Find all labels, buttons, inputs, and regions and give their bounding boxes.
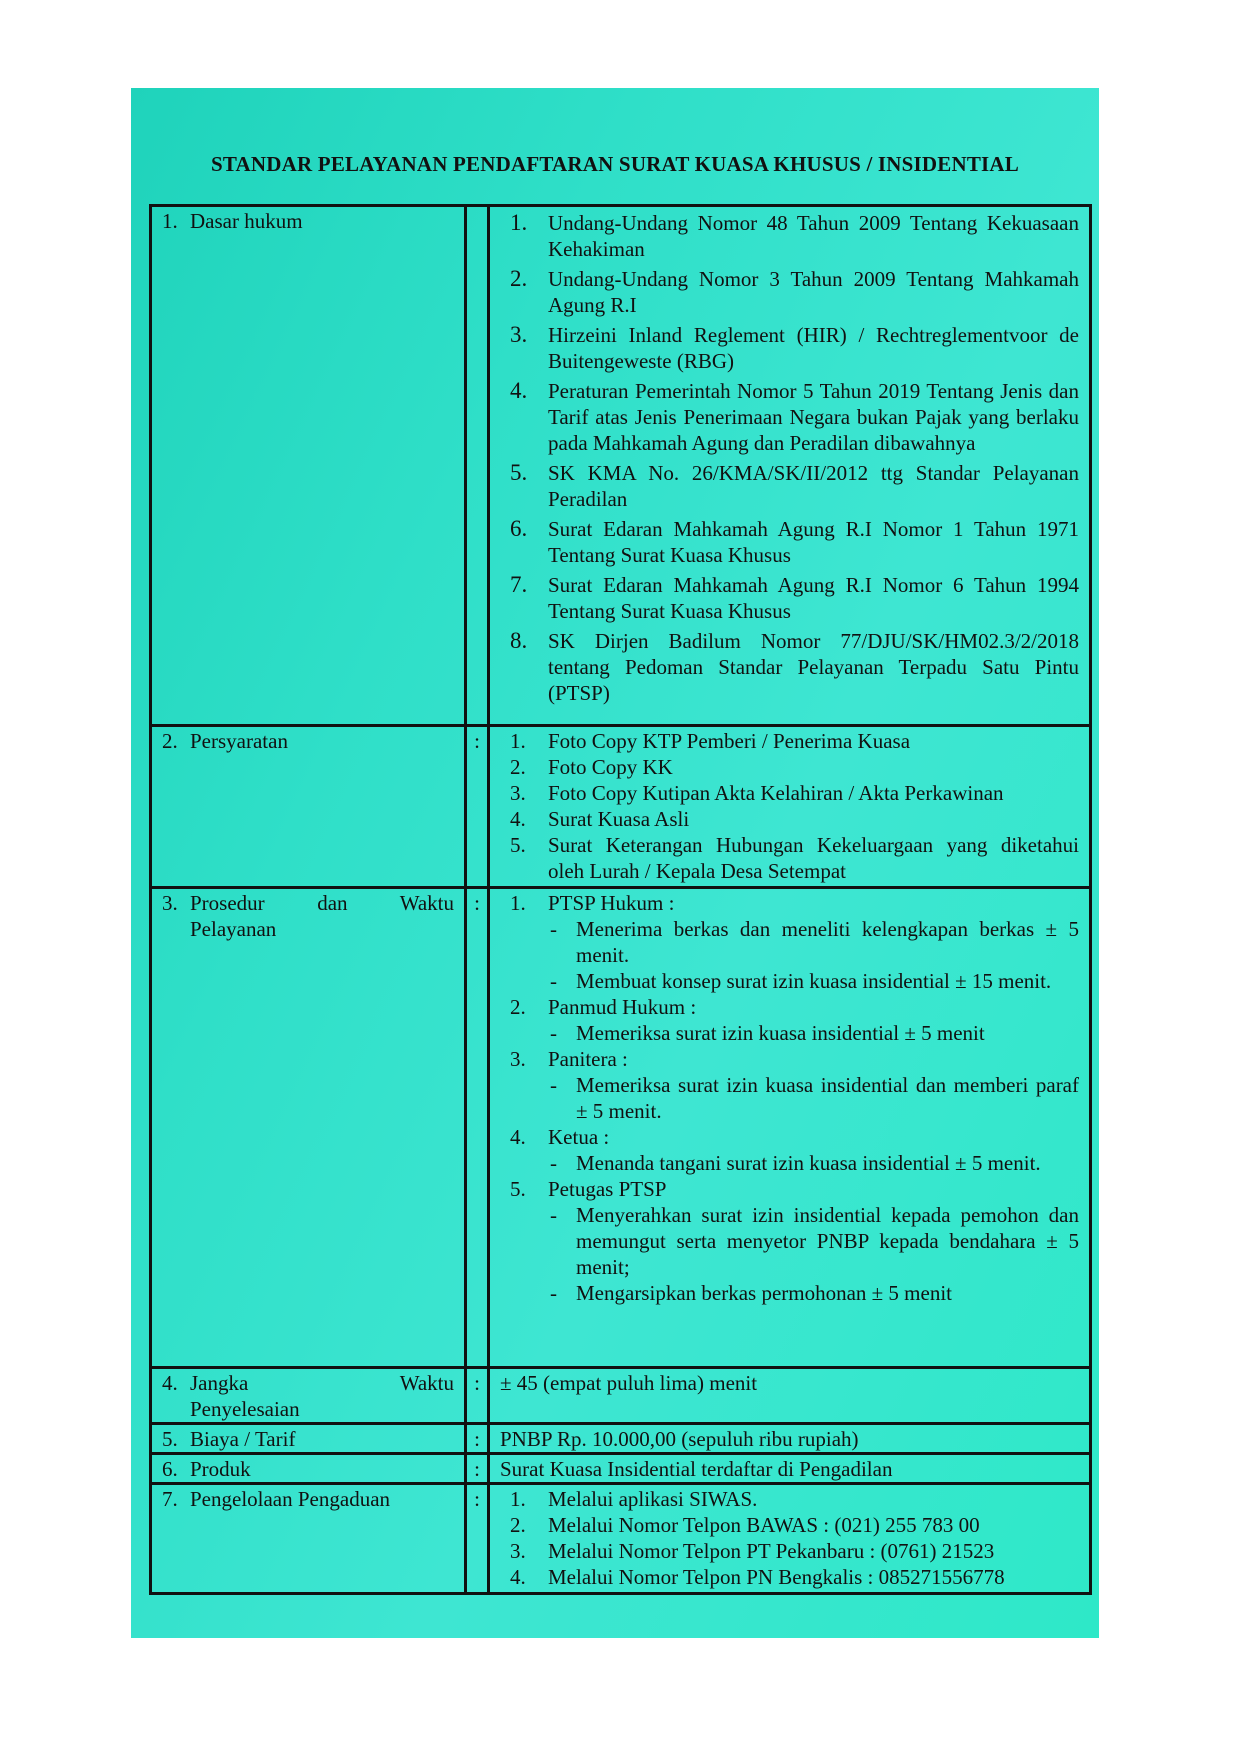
row-colon: : bbox=[466, 888, 489, 1368]
document-card bbox=[131, 88, 1099, 1638]
row-label: 1. Dasar hukum bbox=[151, 206, 466, 726]
table-row bbox=[151, 1454, 1091, 1484]
row-colon: : bbox=[466, 1454, 489, 1484]
list-item: 3. Melalui Nomor Telpon PT Pekanbaru : (0761) 21523 bbox=[510, 1539, 995, 1563]
row-colon: : bbox=[466, 1424, 489, 1454]
row-value: PNBP Rp. 10.000,00 (sepuluh ribu rupiah) bbox=[489, 1424, 1091, 1454]
row-colon: : bbox=[466, 726, 489, 888]
list-item: 1. Foto Copy KTP Pemberi / Penerima Kuasa bbox=[510, 729, 911, 753]
table-row bbox=[151, 1368, 1091, 1424]
row-value: Surat Kuasa Insidential terdaftar di Pengadilan bbox=[489, 1454, 1091, 1484]
row-label: 6. Produk bbox=[151, 1454, 466, 1484]
row-colon: : bbox=[466, 1368, 489, 1424]
step-item: 3. Panitera : bbox=[510, 1047, 628, 1071]
list-item: 1. Undang-Undang Nomor 48 Tahun 2009 Tentang Kekuasaan Kehakiman bbox=[510, 210, 1079, 261]
row-value bbox=[489, 1484, 1091, 1594]
step-item: 4. Ketua : bbox=[510, 1125, 610, 1149]
table-row bbox=[151, 1484, 1091, 1594]
service-standard-table bbox=[149, 204, 1092, 1595]
list-item: 7. Surat Edaran Mahkamah Agung R.I Nomor 6 Tahun 1994 Tentang Surat Kuasa Khusus bbox=[510, 572, 1079, 623]
step-item: 2. Panmud Hukum : bbox=[510, 995, 697, 1019]
sub-item: - Memeriksa surat izin kuasa insidential dan memberi paraf ± 5 menit. bbox=[550, 1073, 1079, 1123]
row-value: ± 45 (empat puluh lima) menit bbox=[489, 1368, 1091, 1424]
row-colon: : bbox=[466, 1484, 489, 1594]
table-row bbox=[151, 888, 1091, 1368]
row-label: 7. Pengelolaan Pengaduan bbox=[151, 1484, 466, 1594]
list-item: 5. SK KMA No. 26/KMA/SK/II/2012 ttg Standar Pelayanan Peradilan bbox=[510, 460, 1079, 511]
step-item: 5. Petugas PTSP bbox=[510, 1177, 667, 1201]
row-label: 2. Persyaratan bbox=[151, 726, 466, 888]
list-item: 4. Surat Kuasa Asli bbox=[510, 807, 690, 831]
list-item: 5. Surat Keterangan Hubungan Kekeluargaan yang diketahui oleh Lurah / Kepala Desa Setempat bbox=[510, 833, 1079, 883]
list-item: 6. Surat Edaran Mahkamah Agung R.I Nomor 1 Tahun 1971 Tentang Surat Kuasa Khusus bbox=[510, 516, 1079, 567]
table-row bbox=[151, 1424, 1091, 1454]
list-item: 4. Melalui Nomor Telpon PN Bengkalis : 085271556778 bbox=[510, 1565, 1005, 1589]
document-title: STANDAR PELAYANAN PENDAFTARAN SURAT KUASA KHUSUS / INSIDENTIAL bbox=[210, 152, 1020, 176]
list-item: 2. Undang-Undang Nomor 3 Tahun 2009 Tentang Mahkamah Agung R.I bbox=[510, 266, 1079, 317]
sub-item: - Menyerahkan surat izin insidential kepada pemohon dan memungut serta menyetor PNBP kepada bendahara ± 5 menit; bbox=[550, 1203, 1079, 1279]
step-item: 1. PTSP Hukum : bbox=[510, 891, 675, 915]
row-label: 5. Biaya / Tarif bbox=[151, 1424, 466, 1454]
row-label: 4. Jangka Waktu Penyelesaian bbox=[151, 1368, 466, 1424]
row-value bbox=[489, 206, 1091, 726]
sub-item: - Menanda tangani surat izin kuasa insidential ± 5 menit. bbox=[550, 1151, 1041, 1175]
list-item: 2. Melalui Nomor Telpon BAWAS : (021) 255 783 00 bbox=[510, 1513, 980, 1537]
list-item: 2. Foto Copy KK bbox=[510, 755, 673, 779]
list-item: 8. SK Dirjen Badilum Nomor 77/DJU/SK/HM02.3/2/2018 tentang Pedoman Standar Pelayanan Terpadu Satu Pintu (PTSP) bbox=[510, 628, 1079, 705]
table-row bbox=[151, 726, 1091, 888]
row-label: 3. Prosedur dan Waktu Pelayanan bbox=[151, 888, 466, 1368]
list-item: 1. Melalui aplikasi SIWAS. bbox=[510, 1487, 758, 1511]
sub-item: - Mengarsipkan berkas permohonan ± 5 menit bbox=[550, 1281, 953, 1305]
row-value bbox=[489, 888, 1091, 1368]
sub-item: - Memeriksa surat izin kuasa insidential ± 5 menit bbox=[550, 1021, 985, 1045]
list-item: 3. Hirzeini Inland Reglement (HIR) / Rechtreglementvoor de Buitengeweste (RBG) bbox=[510, 322, 1079, 373]
list-item: 3. Foto Copy Kutipan Akta Kelahiran / Akta Perkawinan bbox=[510, 781, 1004, 805]
list-item: 4. Peraturan Pemerintah Nomor 5 Tahun 2019 Tentang Jenis dan Tarif atas Jenis Penerimaan Negara bukan Pajak yang berlaku pada Mahkamah Agung dan Peradilan dibawahnya bbox=[510, 378, 1079, 455]
row-colon bbox=[466, 206, 489, 726]
sub-item: - Menerima berkas dan meneliti kelengkapan berkas ± 5 menit. bbox=[550, 917, 1079, 967]
row-value bbox=[489, 726, 1091, 888]
sub-item: - Membuat konsep surat izin kuasa insidential ± 15 menit. bbox=[550, 969, 1052, 993]
table-row bbox=[151, 206, 1091, 726]
